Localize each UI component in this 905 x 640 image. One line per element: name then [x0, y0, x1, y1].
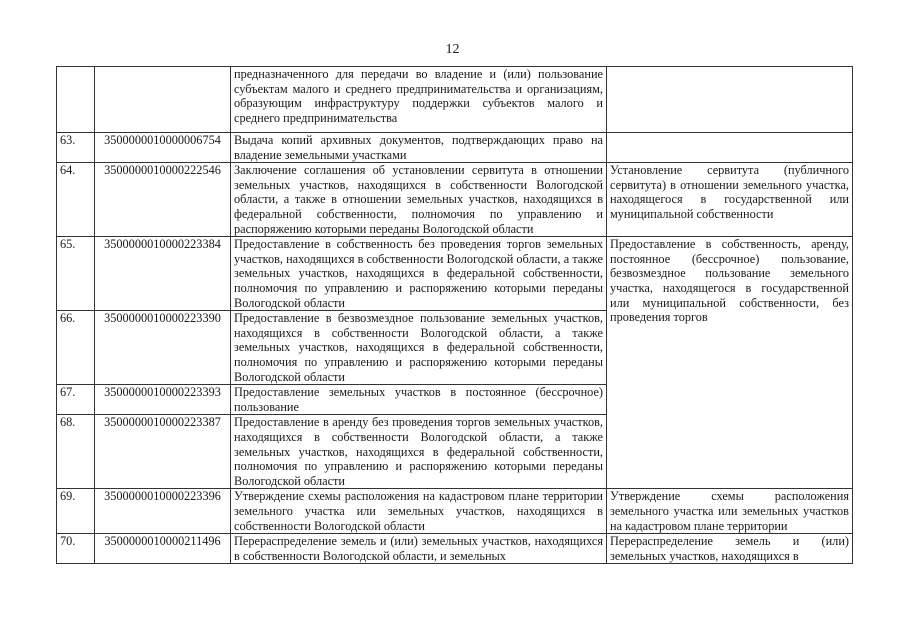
row-number: 68.	[57, 415, 95, 489]
table-row	[57, 489, 853, 534]
service-name: Выдача копий архивных документов, подтверждающих право на владение земельными участками	[231, 133, 607, 163]
row-number: 63.	[57, 133, 95, 163]
row-number: 66.	[57, 311, 95, 385]
row-number: 65.	[57, 237, 95, 311]
service-code: 3500000010000223390	[95, 311, 231, 385]
service-code: 3500000010000223396	[95, 489, 231, 534]
service-code: 3500000010000222546	[95, 163, 231, 237]
service-code: 3500000010000223387	[95, 415, 231, 489]
page-number: 12	[445, 42, 460, 57]
service-name: Заключение соглашения об установлении сервитута в отношении земельных участков, находящихся в собственности Вологодской области, а также в отношении земельных участков, находящихся в федеральной собственности, полномочия по управлению и распоряжению которыми переданы Вологодской области	[231, 163, 607, 237]
table-row	[57, 534, 853, 564]
service-name: Перераспределение земель и (или) земельных участков, находящихся в собственности Вологодской области, и земельных	[231, 534, 607, 564]
row-number	[57, 67, 95, 133]
service-name: предназначенного для передачи во владение и (или) пользование субъектам малого и среднего предпринимательства и организациям, образующим инфраструктуру поддержки субъектов малого и среднего предпринимательства	[231, 67, 607, 133]
row-number: 64.	[57, 163, 95, 237]
service-code: 3500000010000223393	[95, 385, 231, 415]
group-empty-cell	[607, 133, 853, 163]
table-row	[57, 163, 853, 237]
service-code: 3500000010000006754	[95, 133, 231, 163]
group-provision: Предоставление в собственность, аренду, постоянное (бессрочное) пользование, безвозмездное пользование земельного участка, находящегося в государственной или муниципальной собственности, без проведения торгов	[607, 237, 853, 489]
group-servitude: Установление сервитута (публичного сервитута) в отношении земельного участка, находящегося в государственной или муниципальной собственности	[607, 163, 853, 237]
table-row	[57, 237, 853, 311]
services-registry-table	[56, 66, 853, 564]
row-number: 70.	[57, 534, 95, 564]
row-number: 67.	[57, 385, 95, 415]
service-name: Предоставление в аренду без проведения торгов земельных участков, находящихся в собственности Вологодской области, а также земельных участков, находящихся в федеральной собственности, полномочия по управлению и распоряжению которыми переданы Вологодской области	[231, 415, 607, 489]
group-scheme: Утверждение схемы расположения земельного участка или земельных участков на кадастровом плане территории	[607, 489, 853, 534]
service-name: Предоставление в безвозмездное пользование земельных участков, находящихся в собственности Вологодской области, а также земельных участков, находящихся в федеральной собственности, полномочия по управлению и распоряжению которыми переданы Вологодской области	[231, 311, 607, 385]
group-empty-cell	[607, 67, 853, 133]
group-redistribution: Перераспределение земель и (или) земельных участков, находящихся в	[607, 534, 853, 564]
row-number: 69.	[57, 489, 95, 534]
service-name: Предоставление в собственность без проведения торгов земельных участков, находящихся в собственности Вологодской области, а также земельных участков, находящихся в федеральной собственности, полномочия по управлению и распоряжению которыми переданы Вологодской области	[231, 237, 607, 311]
service-code: 3500000010000223384	[95, 237, 231, 311]
table-row	[57, 67, 853, 133]
service-code: 3500000010000211496	[95, 534, 231, 564]
table-row	[57, 133, 853, 163]
service-name: Утверждение схемы расположения на кадастровом плане территории земельного участка или земельных участков, находящихся в собственности Вологодской области	[231, 489, 607, 534]
service-code	[95, 67, 231, 133]
service-name: Предоставление земельных участков в постоянное (бессрочное) пользование	[231, 385, 607, 415]
